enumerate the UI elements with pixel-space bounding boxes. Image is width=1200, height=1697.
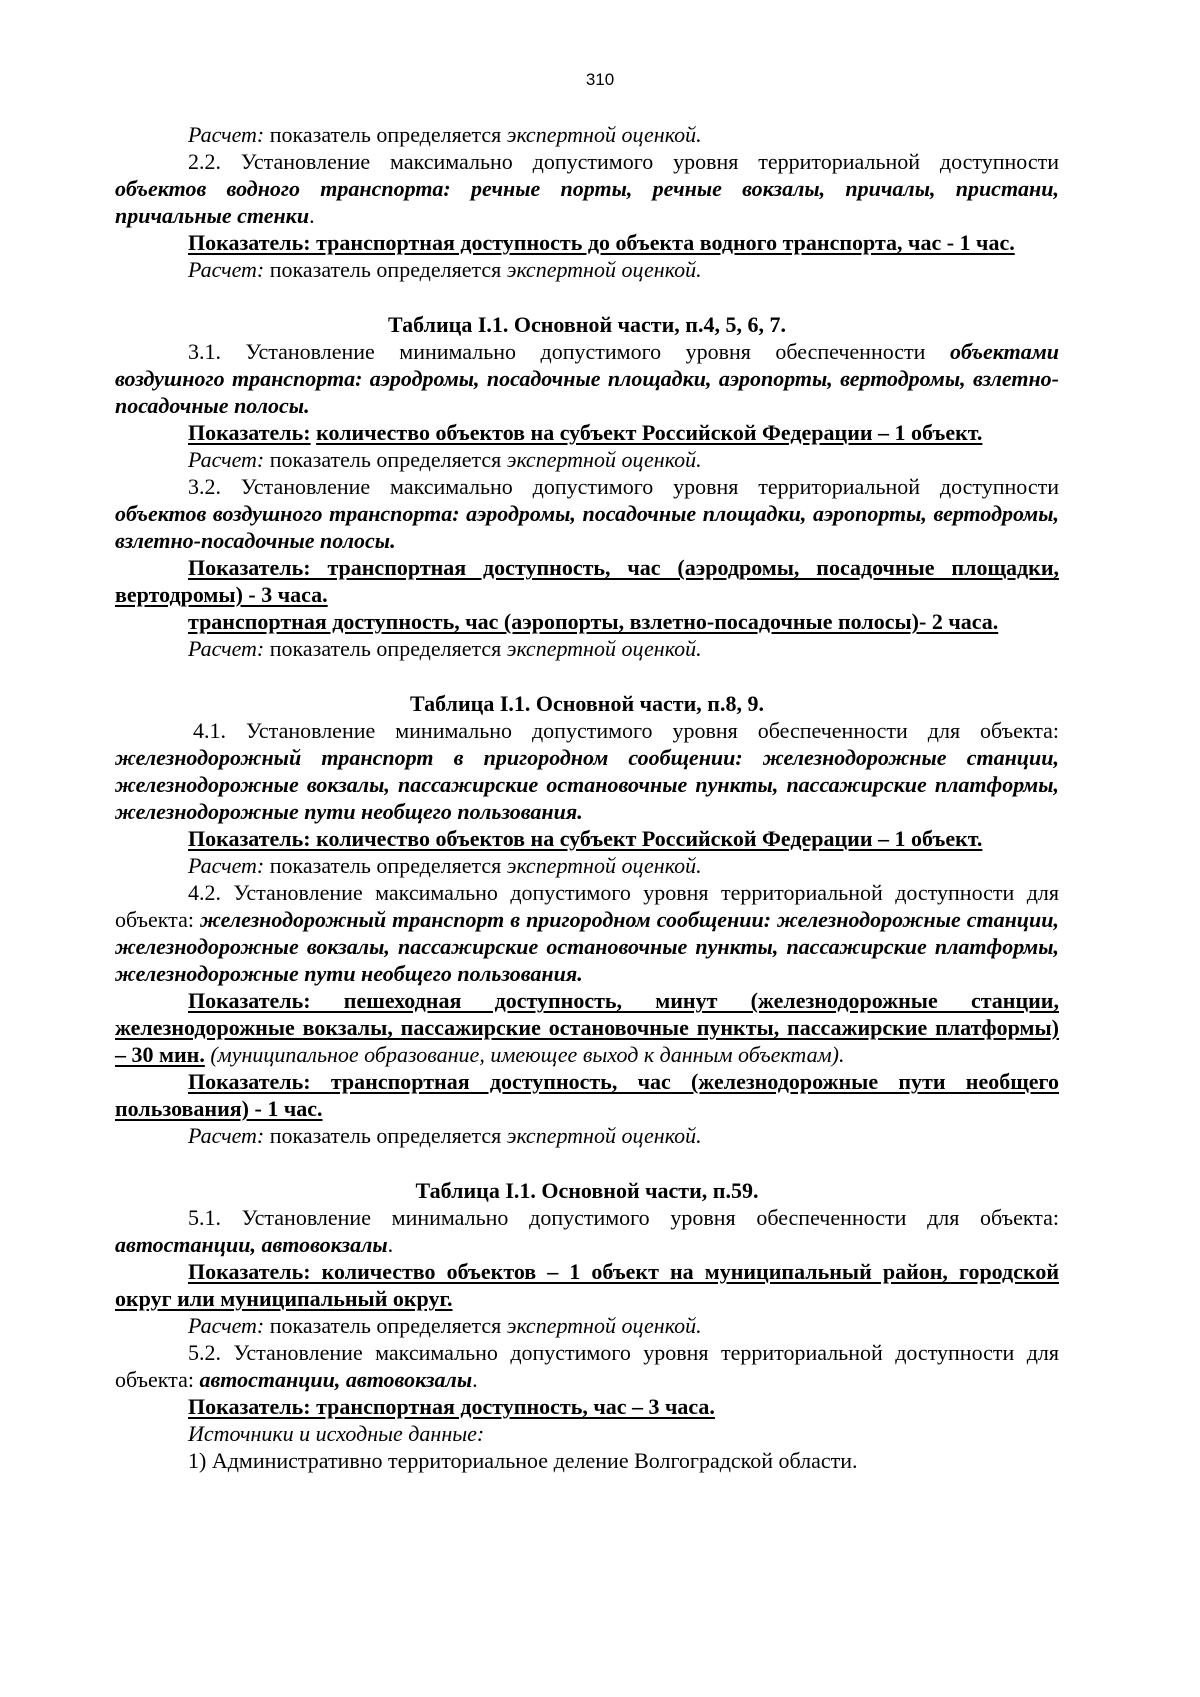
calc-line: Расчет: показатель определяется экспертной оценкой.	[188, 636, 702, 661]
indicator-2-2: Показатель: транспортная доступность до объекта водного транспорта, час - 1 час.	[188, 230, 1015, 255]
sources-label: Источники и исходные данные:	[188, 1421, 485, 1446]
indicator-3-2-b: транспортная доступность, час (аэропорты, взлетно-посадочные полосы)- 2 часа.	[188, 609, 999, 634]
section-4-2: 4.2. Установление максимально допустимого уровня территориальной доступности для объекта: железнодорожный транспорт в пригородном сообщении: железнодорожные станции, железнодорожные вокзалы, пассажирские остановочные пункты, пассажирские платформы, железнодорожные пути необщего пользования.	[115, 880, 1060, 986]
calc-line: Расчет: показатель определяется экспертной оценкой.	[188, 853, 702, 878]
calc-line: Расчет: показатель определяется экспертной оценкой.	[188, 257, 702, 282]
indicator-4-2-b: Показатель: транспортная доступность, час (железнодорожные пути необщего пользования) - 1 час.	[115, 1069, 1059, 1121]
section-3-2: 3.2. Установление максимально допустимого уровня территориальной доступности объектов воздушного транспорта: аэродромы, посадочные площадки, аэропорты, вертодромы, взлетно-посадочные полосы.	[115, 474, 1059, 553]
section-5-1: 5.1. Установление минимально допустимого уровня обеспеченности для объекта: автостанции, автовокзалы.	[115, 1205, 1059, 1257]
document-body	[115, 121, 1059, 1474]
calc-line: Расчет: показатель определяется экспертной оценкой.	[188, 122, 702, 147]
indicator-3-1: Показатель: количество объектов на субъект Российской Федерации – 1 объект.	[188, 420, 983, 445]
calc-line: Расчет: показатель определяется экспертной оценкой.	[188, 1313, 702, 1338]
sources-item-1: 1) Административно территориальное деление Волгоградской области.	[188, 1448, 858, 1473]
table-heading-3: Таблица I.1. Основной части, п.59.	[415, 1178, 759, 1203]
section-2-2: 2.2. Установление максимально допустимого уровня территориальной доступности объектов водного транспорта: речные порты, речные вокзалы, причалы, пристани, причальные стенки.	[115, 149, 1059, 228]
table-heading-2: Таблица I.1. Основной части, п.8, 9.	[410, 691, 764, 716]
section-4-1: 4.1. Установление минимально допустимого уровня обеспеченности для объекта: железнодорожный транспорт в пригородном сообщении: железнодорожные станции, железнодорожные вокзалы, пассажирские остановочные пункты, пассажирские платформы, железнодорожные пути необщего пользования.	[115, 718, 1059, 824]
indicator-3-2-a: Показатель: транспортная доступность, час (аэродромы, посадочные площадки, вертодромы) - 3 часа.	[115, 555, 1059, 607]
section-5-2: 5.2. Установление максимально допустимого уровня территориальной доступности для объекта: автостанции, автовокзалы.	[115, 1340, 1059, 1392]
indicator-4-2-a: Показатель: пешеходная доступность, минут (железнодорожные станции, железнодорожные вокзалы, пассажирские остановочные пункты, пассажирские платформы) – 30 мин. (муниципальное образование, имеющее выход к данным объектам).	[115, 988, 1059, 1067]
indicator-5-2: Показатель: транспортная доступность, час – 3 часа.	[188, 1394, 715, 1419]
table-heading-1: Таблица I.1. Основной части, п.4, 5, 6, 7.	[388, 312, 786, 337]
indicator-4-1: Показатель: количество объектов на субъект Российской Федерации – 1 объект.	[188, 826, 983, 851]
indicator-5-1: Показатель: количество объектов – 1 объект на муниципальный район, городской округ или муниципальный округ.	[115, 1259, 1059, 1311]
section-3-1: 3.1. Установление минимально допустимого уровня обеспеченности объектами воздушного транспорта: аэродромы, посадочные площадки, аэропорты, вертодромы, взлетно-посадочные полосы.	[115, 339, 1060, 418]
calc-line: Расчет: показатель определяется экспертной оценкой.	[188, 1123, 702, 1148]
page-number: 310	[585, 70, 615, 89]
calc-line: Расчет: показатель определяется экспертной оценкой.	[188, 447, 702, 472]
